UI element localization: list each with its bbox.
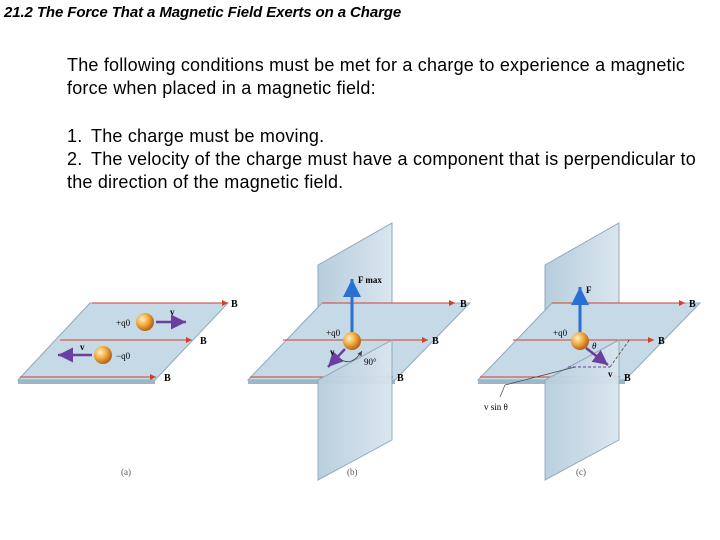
field-label: B xyxy=(231,299,238,310)
charge xyxy=(343,332,361,350)
field-label: B xyxy=(460,299,467,310)
panel-b xyxy=(248,223,470,480)
list-number: 1. xyxy=(67,126,83,146)
force-label: F xyxy=(586,285,592,295)
charge-label: +q0 xyxy=(553,328,568,338)
field-label: B xyxy=(689,299,696,310)
component-label: v sin θ xyxy=(484,402,508,412)
list-number: 2. xyxy=(67,149,83,169)
velocity-label: v xyxy=(80,342,85,352)
panel-caption: (c) xyxy=(576,467,586,477)
velocity-label: v xyxy=(330,347,335,357)
velocity-label: v xyxy=(170,307,175,317)
field-label: B xyxy=(432,336,439,347)
angle-label: θ xyxy=(592,341,597,351)
panel-c xyxy=(478,223,700,480)
magnetic-force-figure xyxy=(0,215,720,485)
panel-a xyxy=(18,299,238,477)
slide-title: 21.2 The Force That a Magnetic Field Exerts on a Charge xyxy=(4,4,402,21)
intro-text: The following conditions must be met for a charge to experience a magnetic force when placed in a magnetic field: xyxy=(67,55,686,98)
positive-charge xyxy=(136,313,154,331)
field-label: B xyxy=(658,336,665,347)
charge-label: −q0 xyxy=(116,351,131,361)
field-label: B xyxy=(624,373,631,384)
force-label: F max xyxy=(358,275,382,285)
list-item xyxy=(67,125,707,148)
field-label: B xyxy=(397,373,404,384)
plane-edge xyxy=(18,380,155,384)
leader-line xyxy=(500,385,505,397)
velocity-label: v xyxy=(608,369,613,379)
conditions-list xyxy=(67,125,707,194)
list-text: The charge must be moving. xyxy=(91,126,325,146)
charge-label: +q0 xyxy=(116,318,131,328)
panel-caption: (b) xyxy=(347,467,358,477)
horizontal-plane xyxy=(18,303,228,380)
list-text: The velocity of the charge must have a component that is perpendicular to the direction of the magnetic field. xyxy=(67,149,696,192)
panel-caption: (a) xyxy=(121,467,131,477)
charge-label: +q0 xyxy=(326,328,341,338)
angle-label: 90° xyxy=(364,357,377,367)
field-label: B xyxy=(200,336,207,347)
charge xyxy=(571,332,589,350)
negative-charge xyxy=(94,346,112,364)
list-item xyxy=(67,148,707,194)
field-label: B xyxy=(164,373,171,384)
